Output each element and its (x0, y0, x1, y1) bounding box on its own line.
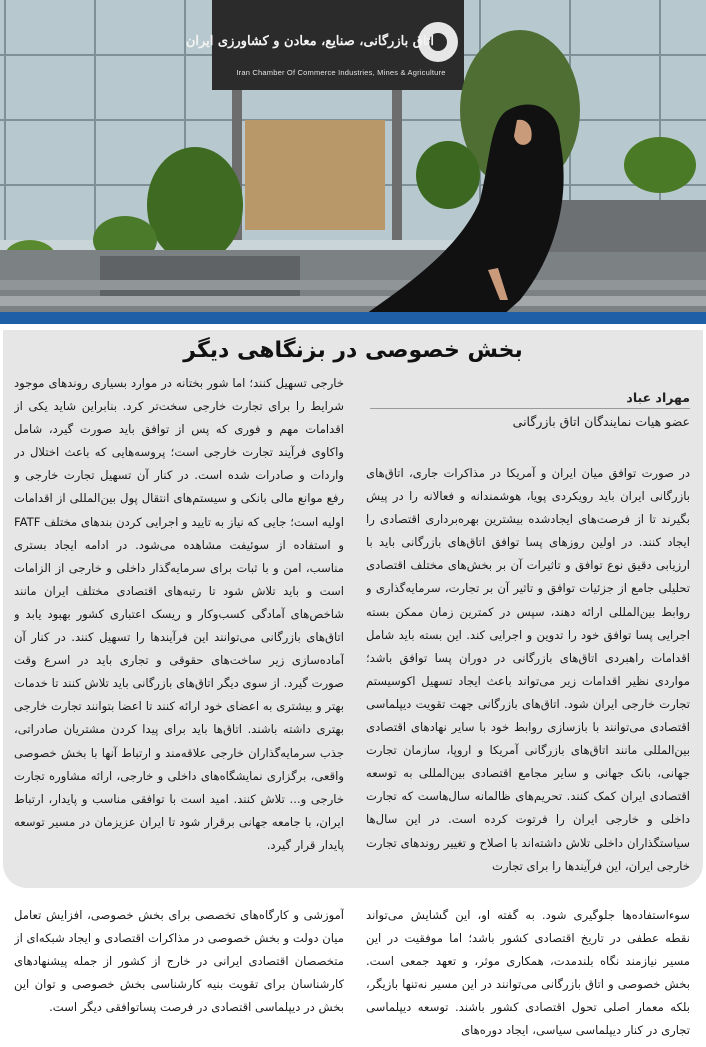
article-column-left: خارجی تسهیل کنند؛ اما شور بختانه در موارد بسیاری روندهای موجود شرایط را برای تجارت خارجی سخت‌تر کرد. بنابراین شاید یکی از اقدامات مهم و فوری که پس از توافق باید صورت گیرد، شامل واکاوی فرآیند تجارت خارجی است؛ پروسه‌هایی که باعث اختلال در واردات و صادرات شده است. در کنار آن تسهیل تجارت خارجی و رفع موانع مالی بانکی و سیستم‌های انتقال پول بین‌المللی از اقدامات اولیه است؛ جایی که نیاز به تایید و اجرایی کردن بندهای مختلف FATF و استفاده از سوئیفت مشاهده می‌شود. در ادامه ایجاد بستری مناسب، امن و با ثبات برای سرمایه‌گذار داخلی و خارجی از الزامات است و باید تلاش شود تا رتبه‌های اقتصادی مختلف ایران مانند شاخص‌های آمادگی کسب‌وکار و ریسک اعتباری کشور بهبود یابد و اتاق‌های بازرگانی می‌توانند این فرآیندها را تسهیل کنند. در کنار آن آماده‌سازی زیر ساخت‌های حقوقی و تجاری باید در اسرع وقت صورت گیرد. از سوی دیگر اتاق‌های بازرگانی باید تلاش کنند تا خدمات بهتر و بیشتری به اعضای خود ارائه کنند تا اعضا بتوانند تجارت خارجی بهتری داشته باشند. اتاق‌ها باید برای پیدا کردن مشتریان صادراتی، جذب سرمایه‌گذاران خارجی علاقه‌مند و ارتباط آنها با بخش خصوصی واقعی، برگزاری نمایشگاه‌های داخلی و خارجی، ارائه مشاوره تجارت خارجی و... تلاش کنند. امید است با توافقی مناسب و پایدار، ارتباط ایران، با جامعه جهانی برقرار شود تا ایران عزیزمان در مسیر توسعه پایدار قرار گیرد. (14, 376, 344, 852)
body-column-left: آموزشی و کارگاه‌های تخصصی برای بخش خصوصی، افزایش تعامل میان دولت و بخش خصوصی در مذاکرات اقتصادی و ایجاد شبکه‌ای از متخصصان اقتصادی ایرانی در خارج از کشور از جمله پیشنهادهای کارشناسان برای تقویت بنیه کارشناسی بخش خصوصی و توان این بخش در دیپلماسی اقتصادی در فرصت پساتوافقی دیگر است. (14, 908, 344, 1015)
author-name: مهراد عباد (626, 390, 690, 405)
article-column-right: در صورت توافق میان ایران و آمریکا در مذاکرات جاری، اتاق‌های بازرگانی ایران باید رویکردی پویا، هوشمندانه و فعالانه را در پیش بگیرند تا از فرصت‌های ایجادشده بیشترین بهره‌برداری اقتصادی را ایجاد کنند. در اولین روزهای پسا توافق اتاق‌های بازرگانی باید با ارزیابی دقیق نوع توافق و تاثیرات آن بر بخش‌های مختلف اقتصادی تحلیلی جامع از جزئیات توافق و تاثیر آن بر تجارت، سرمایه‌گذاری و روابط بین‌المللی ارائه دهند، سپس در کمترین زمان ممکن بسته اجرایی پسا توافق خود را تدوین و اجرایی کند. این بسته باید شامل اقدامات راهبردی اتاق‌های بازرگانی در دوران پسا توافق باشد؛ مواردی نظیر اقدامات زیر می‌تواند باعث ایجاد تسهیل اکوسیستم تجارت خارجی ایران شود. اتاق‌های بازرگانی جهت تقویت دیپلماسی اقتصادی می‌توانند با بازسازی روابط خود با سایر نهادهای اقتصادی بین‌المللی مانند اتاق‌های بازرگانی آمریکا و اروپا، سازمان تجارت جهانی، بانک جهانی و سایر مجامع اقتصادی بین‌المللی به توسعه اقتصادی ایران کمک کنند. تحریم‌های ظالمانه سال‌هاست که تجارت داخلی و خارجی ایران را فرتوت کرده است. در این سال‌ها سیاستگذاران داخلی تلاش داشته‌اند با اصلاح و تغییر روندهای تجارت خارجی ایران، این فرآیندها را برای تجارت (366, 466, 690, 873)
body-column-right: سوءاستفاده‌ها جلوگیری شود. به گفته او، این گشایش می‌تواند نقطه عطفی در تاریخ اقتصادی کشور باشد؛ اما موفقیت در این مسیر نیازمند نگاه بلندمدت، همکاری موثر، و تعهد جمعی است. بخش خصوصی و اتاق بازرگانی می‌توانند در این مسیر نه‌تنها بازیگر، بلکه معمار اصلی تحول اقتصادی کشور باشند. توسعه دیپلماسی تجاری در کنار دیپلماسی سیاسی، ایجاد دوره‌های (366, 908, 690, 1038)
author-divider (370, 408, 690, 409)
author-title: عضو هیات نمایندگان اتاق بازرگانی (512, 414, 690, 429)
sign-english-text: Iran Chamber Of Commerce Industries, Mines & Agriculture (236, 68, 446, 77)
article-headline: بخش خصوصی در بزنگاهی دیگر (183, 338, 523, 363)
sign-persian-text: اتاق بازرگانی، صنایع، معادن و کشاورزی ایران (185, 34, 434, 49)
header-photo (0, 0, 706, 318)
accent-rule (0, 312, 706, 324)
